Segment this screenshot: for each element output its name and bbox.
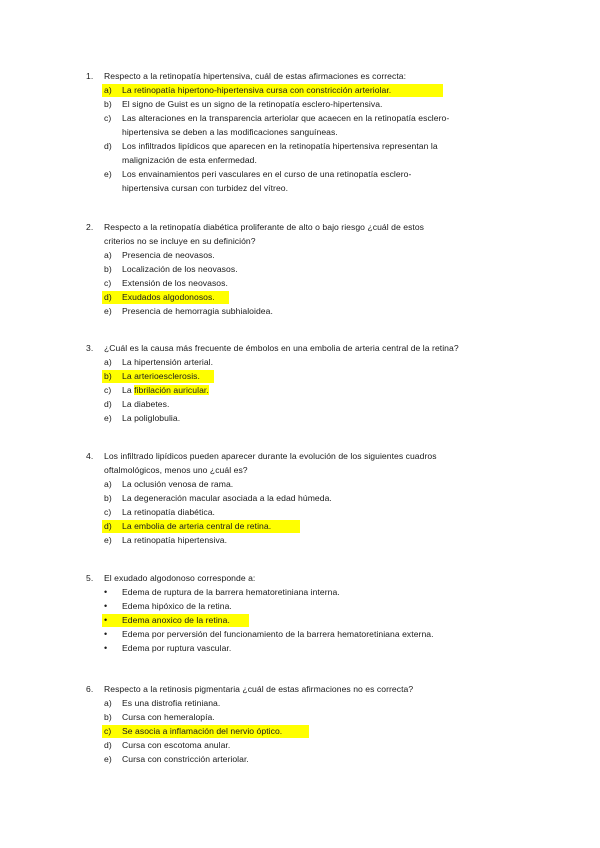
option-text: Cursa con hemeralopía.: [122, 712, 215, 722]
question-text: Respecto a la retinopatía hipertensiva, cuál de estas afirmaciones es correcta:: [104, 71, 407, 81]
option-marker: e): [104, 306, 112, 316]
option-marker: b): [104, 264, 112, 274]
option-text: Edema por perversión del funcionamiento de la barrera hematoretiniana externa.: [122, 629, 434, 639]
option-marker: b): [104, 371, 112, 381]
option-text: hipertensiva cursan con turbidez del vítreo.: [122, 183, 289, 193]
option-marker: d): [104, 399, 112, 409]
option-text: La retinopatía hipertensiva.: [122, 535, 228, 545]
bullet-icon: •: [104, 615, 108, 625]
option-text: Edema por ruptura vascular.: [122, 643, 232, 653]
option-marker: d): [104, 740, 112, 750]
option-text: La oclusión venosa de rama.: [122, 479, 234, 489]
option-text: Los infiltrados lipídicos que aparecen en la retinopatía hipertensiva representan la: [122, 141, 438, 151]
option-marker: b): [104, 712, 112, 722]
option-text: Los envainamientos peri vasculares en el curso de una retinopatía esclero-: [122, 169, 412, 179]
bullet-icon: •: [104, 629, 108, 639]
option-marker: a): [104, 250, 112, 260]
bullet-icon: •: [104, 587, 108, 597]
option-marker: a): [104, 85, 112, 95]
option-marker: c): [104, 113, 112, 123]
question-text: oftalmológicos, menos uno ¿cuál es?: [104, 465, 248, 475]
option-text: Edema de ruptura de la barrera hematoretiniana interna.: [122, 587, 340, 597]
option-marker: c): [104, 726, 112, 736]
question-number: 5.: [86, 573, 94, 583]
option-text: Extensión de los neovasos.: [122, 278, 228, 288]
option-marker: e): [104, 169, 112, 179]
question-number: 4.: [86, 451, 94, 461]
option-text: La retinopatía hipertono-hipertensiva cursa con constricción arteriolar.: [122, 85, 392, 95]
option-text: Cursa con constricción arteriolar.: [122, 754, 249, 764]
option-marker: b): [104, 493, 112, 503]
question-text: Respecto a la retinopatía diabética proliferante de alto o bajo riesgo ¿cuál de estos: [104, 222, 425, 232]
question-number: 1.: [86, 71, 94, 81]
option-text: Edema anoxico de la retina.: [122, 615, 230, 625]
option-marker: b): [104, 99, 112, 109]
option-marker: e): [104, 413, 112, 423]
option-text: Presencia de neovasos.: [122, 250, 215, 260]
option-text: La poliglobulia.: [122, 413, 181, 423]
option-text: Presencia de hemorragia subhialoidea.: [122, 306, 273, 316]
option-text: El signo de Guist es un signo de la retinopatía esclero-hipertensiva.: [122, 99, 383, 109]
option-marker: a): [104, 698, 112, 708]
option-text: Localización de los neovasos.: [122, 264, 238, 274]
option-marker: d): [104, 141, 112, 151]
option-text: La diabetes.: [122, 399, 170, 409]
question-text: El exudado algodonoso corresponde a:: [104, 573, 256, 583]
option-marker: a): [104, 479, 112, 489]
option-marker: c): [104, 278, 112, 288]
option-text: Edema hipóxico de la retina.: [122, 601, 232, 611]
option-prefix: La: [122, 385, 135, 395]
question-number: 2.: [86, 222, 94, 232]
option-text: Se asocia a inflamación del nervio óptico.: [122, 726, 283, 736]
option-text: hipertensiva se deben a las modificaciones sanguíneas.: [122, 127, 338, 137]
question-text: Respecto a la retinosis pigmentaria ¿cuál de estas afirmaciones no es correcta?: [104, 684, 414, 694]
option-text: La arterioesclerosis.: [122, 371, 200, 381]
option-marker: d): [104, 292, 112, 302]
bullet-icon: •: [104, 601, 108, 611]
option-text: malignización de esta enfermedad.: [122, 155, 257, 165]
option-text: Las alteraciones en la transparencia arteriolar que acaecen en la retinopatía esclero-: [122, 113, 450, 123]
option-text: La embolia de arteria central de retina.: [122, 521, 272, 531]
option-marker: d): [104, 521, 112, 531]
option-text: Exudados algodonosos.: [122, 292, 215, 302]
option-marker: e): [104, 754, 112, 764]
option-marker: e): [104, 535, 112, 545]
option-text: La hipertensión arterial.: [122, 357, 214, 367]
option-marker: c): [104, 385, 112, 395]
question-number: 6.: [86, 684, 94, 694]
question-text: Los infiltrado lipídicos pueden aparecer durante la evolución de los siguientes cuadros: [104, 451, 437, 461]
option-marker: a): [104, 357, 112, 367]
option-text: La retinopatía diabética.: [122, 507, 215, 517]
option-text: [122, 384, 209, 397]
option-text: Es una distrofia retiniana.: [122, 698, 221, 708]
answer-highlight-text: fibrilación auricular.: [134, 385, 209, 395]
option-marker: c): [104, 507, 112, 517]
question-number: 3.: [86, 343, 94, 353]
option-text: La degeneración macular asociada a la edad húmeda.: [122, 493, 332, 503]
option-text: Cursa con escotoma anular.: [122, 740, 231, 750]
question-text: criterios no se incluye en su definición?: [104, 236, 256, 246]
bullet-icon: •: [104, 643, 108, 653]
question-text: ¿Cuál es la causa más frecuente de émbolos en una embolia de arteria central de la retina?: [104, 343, 459, 353]
